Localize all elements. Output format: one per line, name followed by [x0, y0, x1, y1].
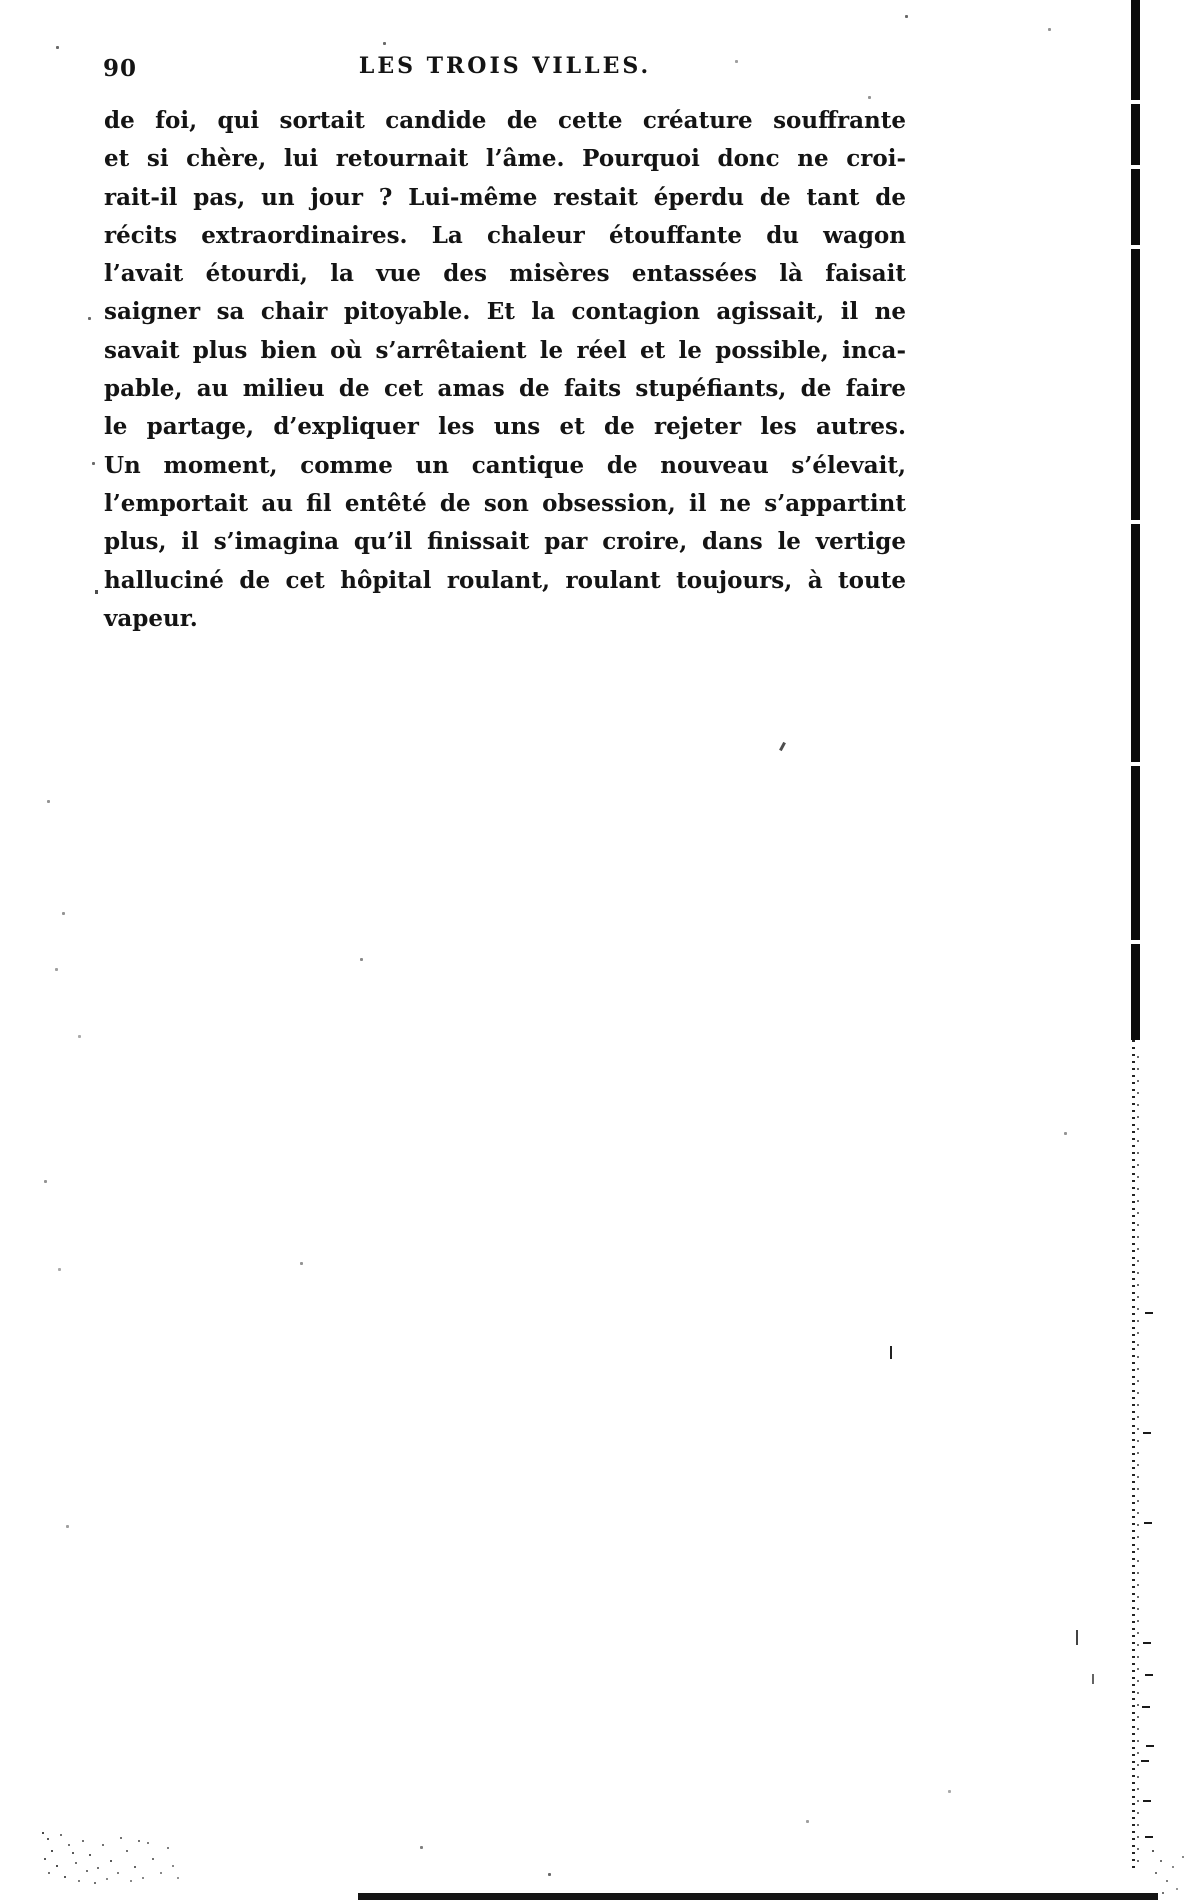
noise-tick	[1076, 1630, 1078, 1645]
scan-bottom-bar	[358, 1893, 1158, 1900]
noise-speckle	[47, 800, 50, 803]
scan-edge-gap	[1129, 520, 1142, 524]
noise-speckle	[1048, 28, 1051, 31]
noise-speckle	[55, 968, 58, 971]
page-number: 90	[103, 55, 138, 82]
noise-speckle	[905, 15, 908, 18]
text-line: et si chère, lui retournait l’âme. Pourquoi donc ne croi-	[104, 145, 906, 173]
body-text	[104, 102, 906, 638]
noise-tick	[890, 1346, 892, 1359]
text-line: pable, au milieu de cet amas de faits stupéfiants, de faire	[104, 375, 906, 403]
text-line: l’emportait au fil entêté de son obsession, il ne s’appartint	[104, 489, 906, 517]
text-line: l’avait étourdi, la vue des misères entassées là faisait	[104, 260, 906, 288]
noise-speckle	[92, 462, 95, 465]
noise-speckle	[44, 1180, 47, 1183]
noise-speckle	[548, 1873, 551, 1876]
text-line: le partage, d’expliquer les uns et de rejeter les autres.	[104, 413, 906, 441]
scan-edge-dashes	[1143, 1642, 1151, 1644]
noise-speckle	[88, 317, 91, 320]
noise-speckle	[948, 1790, 951, 1793]
noise-speckle	[56, 46, 59, 49]
text-line: rait-il pas, un jour ? Lui-même restait éperdu de tant de	[104, 183, 906, 211]
scan-edge-noise	[1137, 1052, 1139, 1870]
text-line: plus, il s’imagina qu’il finissait par croire, dans le vertige	[104, 528, 906, 556]
text-line: vapeur.	[104, 604, 198, 632]
noise-tick	[779, 742, 786, 751]
noise-speckle	[66, 1525, 69, 1528]
noise-tick	[1092, 1674, 1094, 1684]
noise-speckle	[420, 1846, 423, 1849]
scan-edge-gap	[1129, 940, 1142, 944]
text-line: récits extraordinaires. La chaleur étouffante du wagon	[104, 221, 906, 249]
scan-edge-gap	[1129, 100, 1142, 104]
scan-edge-gap	[1129, 165, 1142, 169]
text-line: saigner sa chair pitoyable. Et la contagion agissait, il ne	[104, 298, 906, 326]
noise-speckle	[868, 96, 871, 99]
noise-speckle	[78, 1035, 81, 1038]
noise-speckle	[383, 42, 386, 45]
noise-speckle	[58, 1268, 61, 1271]
noise-cluster-bottom-right	[1152, 1850, 1154, 1852]
noise-speckle	[300, 1262, 303, 1265]
scan-edge-gap	[1129, 245, 1142, 249]
text-line: Un moment, comme un cantique de nouveau s’élevait,	[104, 451, 906, 479]
text-line: savait plus bien où s’arrêtaient le réel et le possible, inca-	[104, 336, 906, 364]
scan-edge-gap	[1129, 762, 1142, 766]
noise-speckle	[735, 60, 738, 63]
text-line: de foi, qui sortait candide de cette créature souffrante	[104, 107, 906, 134]
noise-tick	[95, 590, 98, 594]
running-title: LES TROIS VILLES.	[358, 53, 652, 79]
noise-speckle	[62, 912, 65, 915]
text-line: halluciné de cet hôpital roulant, roulant toujours, à toute	[104, 566, 906, 594]
scan-edge-noise	[1132, 1040, 1135, 1870]
noise-speckle	[806, 1820, 809, 1823]
noise-cluster-bottom-left	[42, 1832, 44, 1834]
noise-speckle	[360, 958, 363, 961]
noise-speckle	[1064, 1132, 1067, 1135]
